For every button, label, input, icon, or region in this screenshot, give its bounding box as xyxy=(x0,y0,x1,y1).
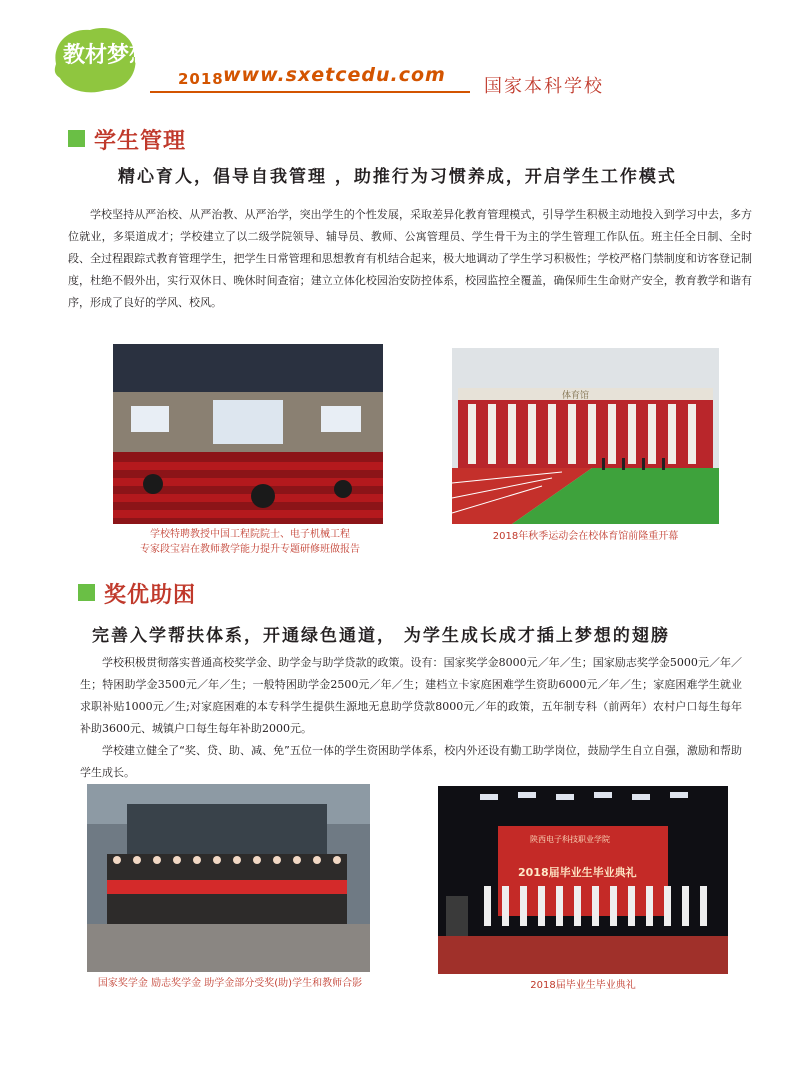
stage-org: 陕西电子科技职业学院 xyxy=(530,835,610,844)
photo-graduation-ceremony-caption: 2018届毕业生毕业典礼 xyxy=(530,980,636,991)
section1-paragraph: 学校坚持从严治校、从严治教、从严治学，突出学生的个性发展，采取差异化教育管理模式，引导学生积极主动地投入到学习中去，多方位就业，多渠道成才；学校建立了以二级学院领导、辅导员、教师、公寓管理员、学生骨干为主的学生管理工作队伍。班主任全日制、全时段、全过程跟踪式教育管理学生，把学生日常管理和思想教育有机结合起来，极大地调动了学生学习积极性；学校严格门禁制度和访客登记制度，杜绝不假外出，实行双休日、晚休时间查宿；建立立体化校园治安防控体系，校园监控全覆盖，确保师生生命财产安全，教育教学和谐有序，形成了良好的学风、校风。 xyxy=(68,208,752,309)
section1-subtitle: 精心育人，倡导自我管理 ，助推行为习惯养成，开启学生工作模式 xyxy=(118,167,677,187)
school-logo xyxy=(48,20,152,98)
section2-paragraph2: 学校建立健全了“奖、贷、助、减、免”五位一体的学生资困助学体系，校内外还设有勤工助学岗位，鼓励学生自立自强，激励和帮助学生成长。 xyxy=(80,744,742,779)
stage-title: 2018届毕业生毕业典礼 xyxy=(518,866,637,879)
photo-scholarship-group xyxy=(87,784,370,972)
logo-text: 教材梦想 xyxy=(63,42,152,68)
photo-lecture-hall-caption xyxy=(100,527,400,557)
photo-graduation-ceremony xyxy=(438,786,728,974)
section1-title: 学生管理 xyxy=(94,129,187,154)
header-underline xyxy=(150,91,470,93)
section-marker-square xyxy=(78,584,95,601)
section-marker-square xyxy=(68,130,85,147)
photo-lecture-hall xyxy=(113,344,383,524)
header-url[interactable]: www.sxetcedu.com xyxy=(223,64,446,86)
building-sign: 体育馆 xyxy=(562,391,590,401)
header-school-type: 国家本科学校 xyxy=(484,76,604,97)
caption-line: 学校特聘教授中国工程院院士、电子机械工程 xyxy=(150,529,350,540)
photo-scholarship-group-caption: 国家奖学金 励志奖学金 助学金部分受奖(助)学生和教师合影 xyxy=(97,978,363,989)
section2-title: 奖优助困 xyxy=(104,583,197,608)
section2-subtitle: 完善入学帮扶体系，开通绿色通道， 为学生成长成才插上梦想的翅膀 xyxy=(92,626,670,646)
section2-paragraph1: 学校积极贯彻落实普通高校奖学金、助学金与助学贷款的政策。设有：国家奖学金8000元／年／生；国家励志奖学金5000元／年／生；特困助学金3500元／年／生；一般特困助学金2500元／年／生；建档立卡家庭困难学生资助6000元／年／生；家庭困难学生就业求职补贴1000元／生;对家庭困难的本专科学生提供生源地无息助学贷款8000元／年的政策，五年制专科（前两年）农村户口每生每年补助3600元、城镇户口每生每年补助2000元。 xyxy=(80,656,742,735)
caption-line: 专家段宝岩在教师教学能力提升专题研修班做报告 xyxy=(140,544,360,555)
header-year: 2018 xyxy=(178,70,224,88)
photo-sports-meeting xyxy=(452,348,719,524)
photo-sports-meeting-caption: 2018年秋季运动会在校体育馆前隆重开幕 xyxy=(492,531,679,542)
